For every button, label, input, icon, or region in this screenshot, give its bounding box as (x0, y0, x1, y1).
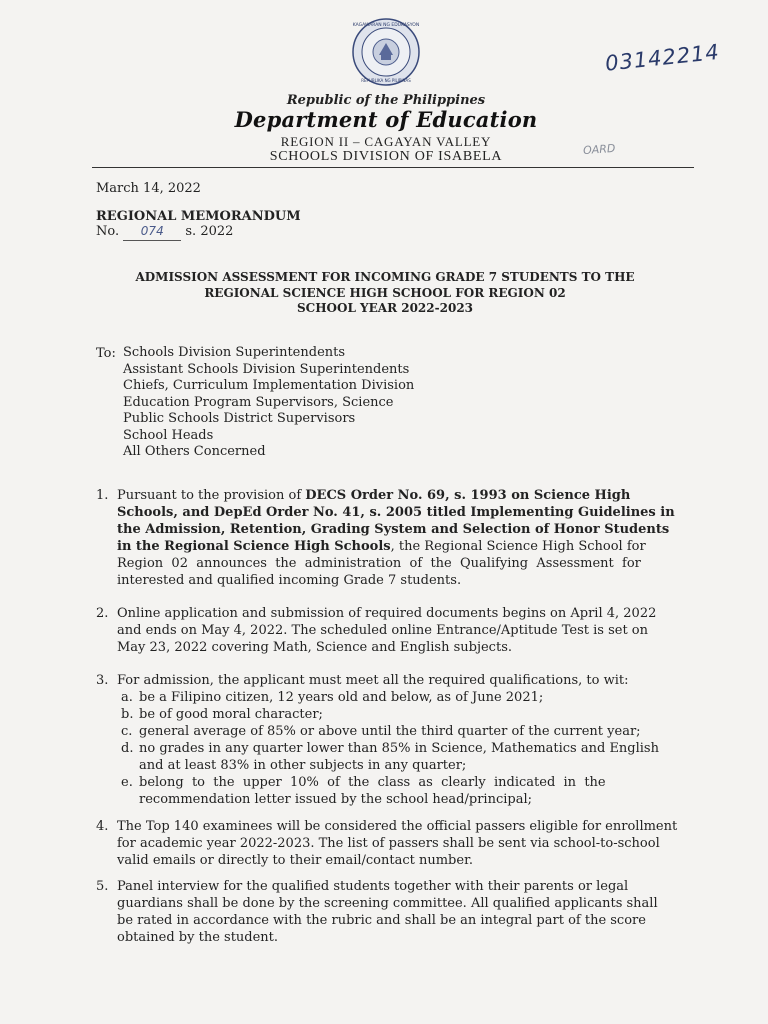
item-text-bold: Schools, and DepEd Order No. 41, s. 2005 titled Implementing Guidelines in (117, 505, 675, 520)
item-text: guardians shall be done by the screening committee. All qualified applicants shall (117, 896, 658, 911)
sub-letter: c. (121, 724, 133, 739)
header-divider (92, 167, 694, 168)
recipient-item: Chiefs, Curriculum Implementation Division (123, 378, 415, 393)
sub-text: and at least 83% in other subjects in any quarter; (139, 758, 467, 773)
memo-number-prefix: No. (96, 224, 120, 239)
division-heading: SCHOOLS DIVISION OF ISABELA (269, 149, 503, 164)
sub-text: belong to the upper 10% of the class as clearly indicated in the (139, 775, 606, 790)
recipient-list (123, 345, 414, 461)
recipient-item: All Others Concerned (123, 444, 266, 459)
region-heading: REGION II – CAGAYAN VALLEY (280, 134, 492, 149)
sub-text: no grades in any quarter lower than 85% in Science, Mathematics and English (139, 741, 659, 756)
item-text: be rated in accordance with the rubric and shall be an integral part of the score (117, 913, 646, 928)
item-number: 4. (96, 819, 109, 834)
to-label: To: (96, 346, 116, 361)
memo-date: March 14, 2022 (96, 181, 201, 196)
memo-subject (100, 270, 670, 317)
item-text: obtained by the student. (117, 930, 279, 945)
memo-number-value: 074 (123, 223, 181, 241)
qualification-d (117, 740, 691, 757)
item-text: interested and qualified incoming Grade 7 students. (117, 573, 462, 588)
item-number: 5. (96, 879, 109, 894)
republic-heading: Republic of the Philippines (286, 93, 486, 108)
subject-line: REGIONAL SCIENCE HIGH SCHOOL FOR REGION 02 (204, 285, 566, 300)
sub-text: be a Filipino citizen, 12 years old and below, as of June 2021; (139, 690, 544, 705)
item-text-bold: in the Regional Science High Schools (117, 539, 391, 554)
recipient-item: Public Schools District Supervisors (123, 411, 356, 426)
sub-text: be of good moral character; (139, 707, 323, 722)
qualification-a (117, 689, 691, 706)
recipient-item: Schools Division Superintendents (123, 345, 346, 360)
memo-item-5 (96, 878, 691, 946)
item-text: Panel interview for the qualified students together with their parents or legal (117, 879, 629, 894)
item-text-bold: the Admission, Retention, Grading System and Selection of Honor Students (117, 522, 670, 537)
subject-line: ADMISSION ASSESSMENT FOR INCOMING GRADE 7 STUDENTS TO THE (135, 270, 635, 284)
recipient-item: Assistant Schools Division Superintendents (123, 361, 410, 377)
item-text: Region 02 announces the administration of the Qualifying Assessment for (117, 556, 641, 571)
sub-text: recommendation letter issued by the school head/principal; (139, 792, 533, 807)
item-number: 2. (96, 606, 109, 621)
sub-letter: e. (121, 775, 133, 790)
department-heading: Department of Education (234, 107, 538, 132)
recipient-item: School Heads (123, 427, 214, 443)
sub-letter: b. (121, 707, 134, 722)
memo-item-3 (96, 672, 691, 808)
oard-stamp: OARD (582, 141, 616, 158)
item-text: valid emails or directly to their email/contact number. (117, 853, 473, 868)
item-text: , the Regional Science High School for (390, 539, 646, 554)
sub-letter: a. (121, 690, 133, 705)
memo-item-2 (96, 605, 691, 656)
seal-subtext: REPUBLIKA NG PILIPINAS (361, 78, 411, 83)
handwritten-control-number: 03142214 (604, 39, 721, 76)
seal-text: KAGAWARAN NG EDUKASYON (352, 23, 420, 28)
deped-seal-icon (351, 17, 421, 87)
item-text: For admission, the applicant must meet all the required qualifications, to wit: (117, 673, 629, 688)
memo-item-4 (96, 818, 691, 869)
memo-number (96, 223, 233, 241)
memo-item-1 (96, 487, 691, 589)
recipient-item: Education Program Supervisors, Science (123, 394, 394, 410)
qualification-c (117, 723, 691, 740)
item-text: The Top 140 examinees will be considered the official passers eligible for enrollment (117, 819, 678, 834)
sub-text: general average of 85% or above until the third quarter of the current year; (139, 724, 641, 739)
memo-number-suffix: s. 2022 (185, 224, 234, 239)
item-number: 3. (96, 673, 109, 688)
qualification-b (117, 706, 691, 723)
item-text: Pursuant to the provision of (117, 488, 306, 503)
memo-type: REGIONAL MEMORANDUM (96, 209, 301, 224)
item-text-bold: DECS Order No. 69, s. 1993 on Science High (305, 488, 631, 503)
item-text: and ends on May 4, 2022. The scheduled online Entrance/Aptitude Test is set on (117, 623, 649, 638)
sub-letter: d. (121, 741, 134, 756)
item-text: for academic year 2022-2023. The list of passers shall be sent via school-to-school (117, 836, 660, 851)
item-text: Online application and submission of required documents begins on April 4, 2022 (117, 606, 657, 621)
item-text: May 23, 2022 covering Math, Science and English subjects. (117, 640, 512, 655)
subject-line: SCHOOL YEAR 2022-2023 (296, 301, 474, 315)
qualification-e (117, 774, 691, 791)
item-number: 1. (96, 488, 109, 503)
